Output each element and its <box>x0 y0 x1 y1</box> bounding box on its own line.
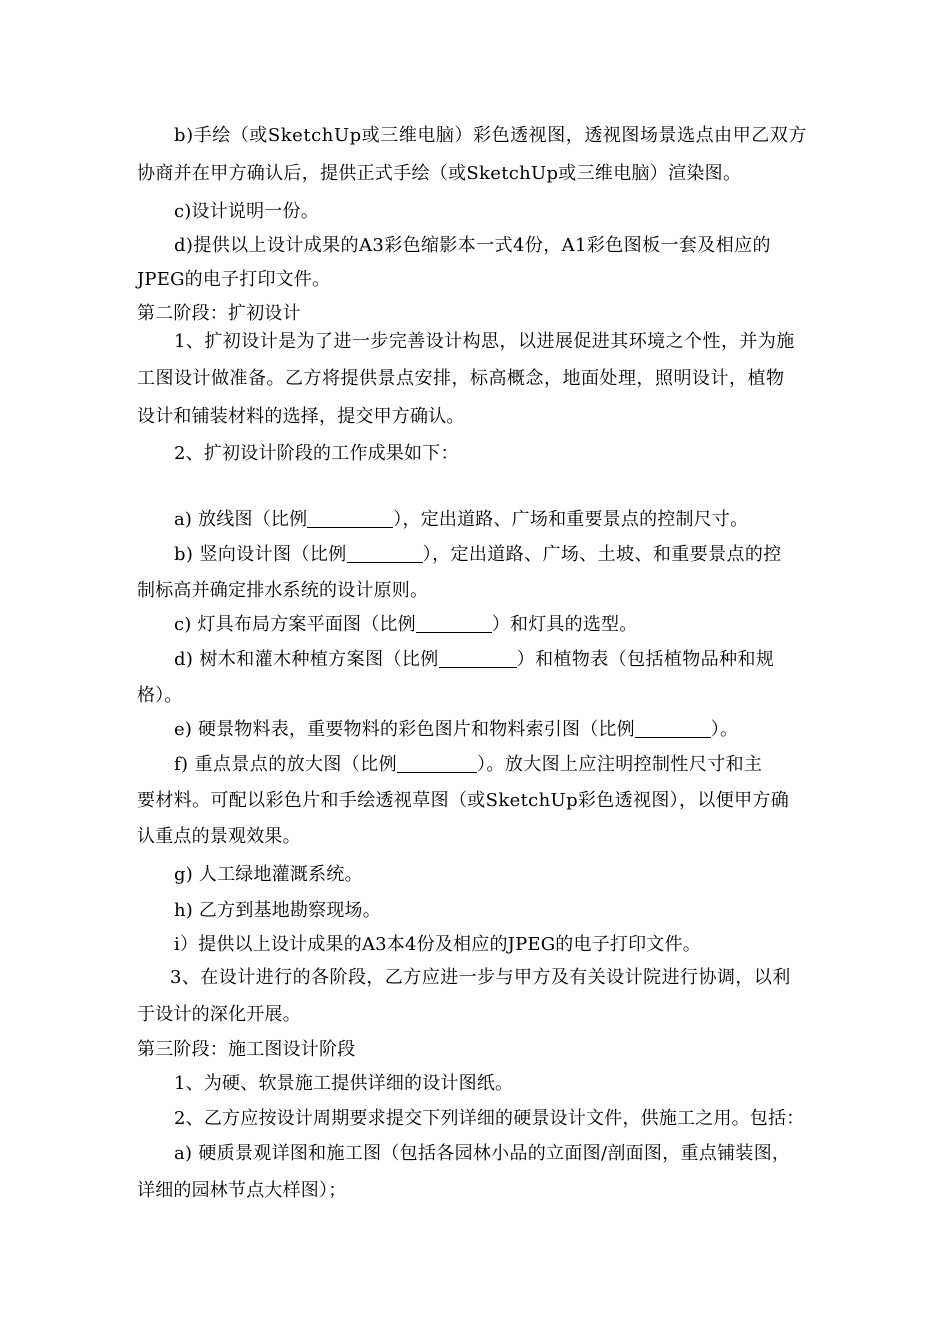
text-line: d)提供以上设计成果的A3彩色缩影本一式4份，A1彩色图板一套及相应的 <box>174 235 771 256</box>
text-line: JPEG的电子打印文件。 <box>137 269 331 290</box>
list-item: e) 硬景物料表，重要物料的彩色图片和物料索引图（比例 ）。 <box>174 719 739 740</box>
text-line: 工图设计做准备。乙方将提供景点安排，标高概念，地面处理，照明设计，植物 <box>137 368 785 389</box>
section-heading: 第三阶段：施工图设计阶段 <box>137 1039 356 1060</box>
list-item: d) 树木和灌木种植方案图（比例 ）和植物表（包括植物品种和规 <box>174 649 775 670</box>
list-item: a) 放线图（比例 ），定出道路、广场和重要景点的控制尺寸。 <box>174 509 749 530</box>
list-item: c) 灯具布局方案平面图（比例 ）和灯具的选型。 <box>174 614 638 635</box>
section-heading: 第二阶段：扩初设计 <box>137 303 301 324</box>
text-line: 格）。 <box>137 685 183 706</box>
list-item: g) 人工绿地灌溉系统。 <box>174 864 363 885</box>
text-line: 3、在设计进行的各阶段，乙方应进一步与甲方及有关设计院进行协调，以利 <box>170 967 791 988</box>
text-line: 设计和铺装材料的选择，提交甲方确认。 <box>137 406 465 427</box>
text-line: 认重点的景观效果。 <box>137 826 301 847</box>
text-line: 制标高并确定排水系统的设计原则。 <box>137 580 429 601</box>
text-line: 要材料。可配以彩色片和手绘透视草图（或SketchUp彩色透视图），以便甲方确 <box>137 790 790 811</box>
list-item: i）提供以上设计成果的A3本4份及相应的JPEG的电子打印文件。 <box>174 934 701 955</box>
text-line: c)设计说明一份。 <box>174 201 319 222</box>
blank-field <box>307 509 393 528</box>
blank-field <box>635 719 711 738</box>
blank-field <box>347 544 423 563</box>
text-line: 于设计的深化开展。 <box>137 1004 301 1025</box>
text-line: 1、为硬、软景施工提供详细的设计图纸。 <box>174 1073 514 1094</box>
text-line: b)手绘（或SketchUp或三维电脑）彩色透视图，透视图场景选点由甲乙双方 <box>174 125 807 146</box>
blank-field <box>416 614 492 633</box>
text-line: 协商并在甲方确认后，提供正式手绘（或SketchUp或三维电脑）渲染图。 <box>137 163 742 184</box>
text-line: 1、扩初设计是为了进一步完善设计构思，以进展促进其环境之个性，并为施 <box>174 331 795 352</box>
list-item: h) 乙方到基地勘察现场。 <box>174 900 381 921</box>
blank-field <box>397 754 477 773</box>
text-line: 2、乙方应按设计周期要求提交下列详细的硬景设计文件，供施工之用。包括： <box>174 1108 805 1129</box>
text-line: 详细的园林节点大样图）； <box>137 1180 347 1201</box>
text-line: 2、扩初设计阶段的工作成果如下： <box>174 443 459 464</box>
blank-field <box>439 649 517 668</box>
list-item: b) 竖向设计图（比例 ），定出道路、广场、土坡、和重要景点的控 <box>174 544 782 565</box>
list-item: a) 硬质景观详图和施工图（包括各园林小品的立面图/剖面图，重点铺装图， <box>174 1143 791 1164</box>
list-item: f) 重点景点的放大图（比例 ）。放大图上应注明控制性尺寸和主 <box>174 754 763 775</box>
